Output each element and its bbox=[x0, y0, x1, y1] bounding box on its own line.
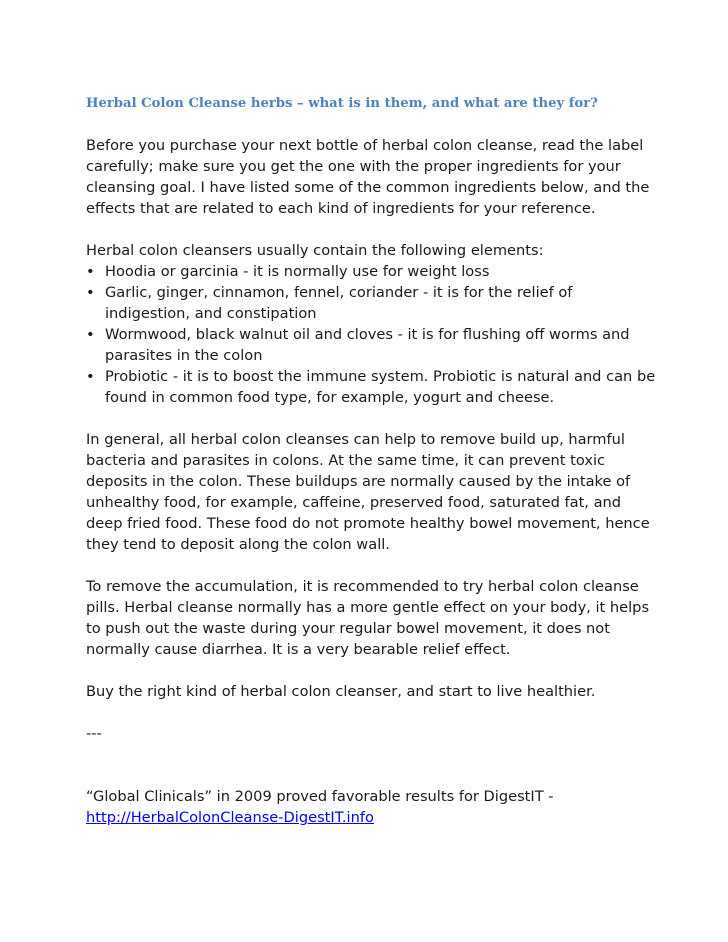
list-intro: Herbal colon cleansers usually contain the following elements: bbox=[86, 242, 544, 259]
list-item bbox=[86, 282, 656, 324]
list-item bbox=[86, 366, 656, 408]
general-paragraph: In general, all herbal colon cleanses can help to remove build up, harmful bacteria and parasites in colons. At the same time, it can prevent toxic deposits in the colon. These buildups are normally caused by the intake of unhealthy food, for example, caffeine, preserved food, saturated fat, and deep fried food. These food do not promote healthy bowel movement, hence they tend to deposit along the colon wall. bbox=[86, 431, 650, 553]
list-item-text: Wormwood, black walnut oil and cloves - it is for flushing off worms and parasites in the colon bbox=[105, 326, 630, 364]
list-item-text: Hoodia or garcinia - it is normally use for weight loss bbox=[105, 263, 490, 280]
bullet-icon: • bbox=[86, 368, 95, 385]
footer-text: “Global Clinicals” in 2009 proved favorable results for DigestIT - bbox=[86, 788, 554, 805]
list-item-text: Garlic, ginger, cinnamon, fennel, coriander - it is for the relief of indigestion, and constipation bbox=[105, 284, 573, 322]
footer bbox=[86, 786, 656, 828]
intro-paragraph: Before you purchase your next bottle of herbal colon cleanse, read the label carefully; make sure you get the one with the proper ingredients for your cleansing goal. I have listed some of the common ingredients below, and the effects that are related to each kind of ingredients for your reference. bbox=[86, 137, 650, 217]
list-item bbox=[86, 324, 656, 366]
ingredients-list bbox=[86, 261, 656, 408]
divider: --- bbox=[86, 725, 102, 742]
footer-link[interactable]: http://HerbalColonCleanse-DigestIT.info bbox=[86, 809, 374, 826]
closing-paragraph: Buy the right kind of herbal colon cleanser, and start to live healthier. bbox=[86, 683, 596, 700]
bullet-icon: • bbox=[86, 284, 95, 301]
recommendation-paragraph: To remove the accumulation, it is recommended to try herbal colon cleanse pills. Herbal cleanse normally has a more gentle effect on your body, it helps to push out the waste during your regular bowel movement, it does not normally cause diarrhea. It is a very bearable relief effect. bbox=[86, 578, 650, 658]
bullet-icon: • bbox=[86, 326, 95, 343]
document-title: Herbal Colon Cleanse herbs – what is in them, and what are they for? bbox=[86, 96, 598, 111]
list-item bbox=[86, 261, 656, 282]
bullet-icon: • bbox=[86, 263, 95, 280]
list-item-text: Probiotic - it is to boost the immune system. Probiotic is natural and can be found in common food type, for example, yogurt and cheese. bbox=[105, 368, 656, 406]
document-page bbox=[86, 95, 656, 828]
